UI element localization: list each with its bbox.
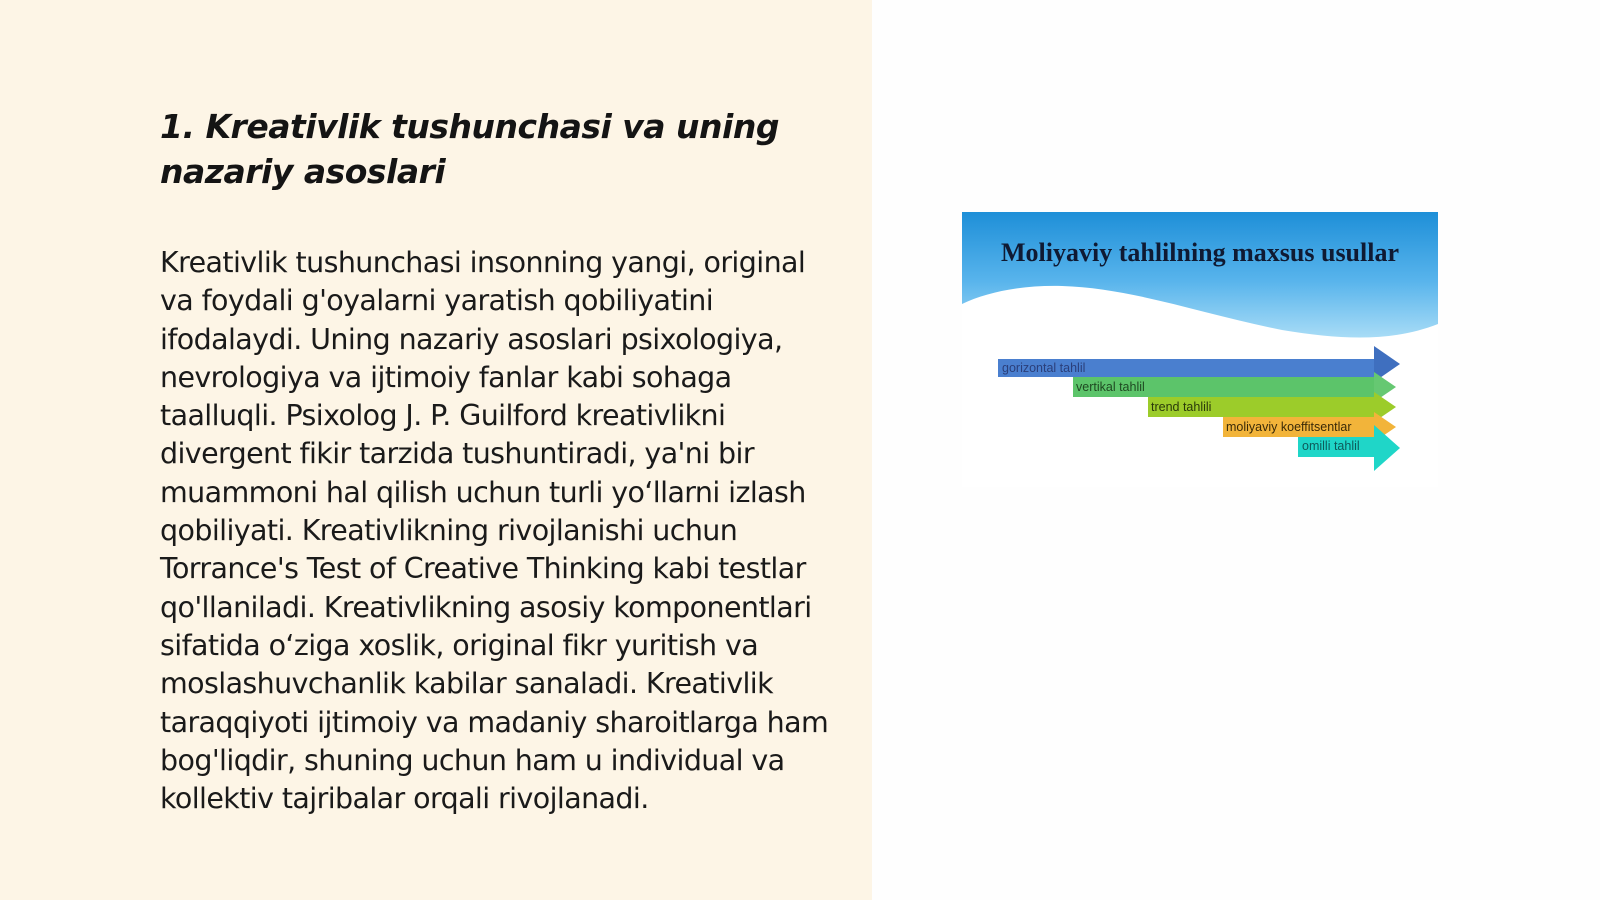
arrow-label-1: gorizontal tahlil — [1002, 361, 1086, 375]
arrow-label-2: vertikal tahlil — [1076, 380, 1145, 394]
arrow-label-5: omilli tahlil — [1302, 439, 1360, 453]
financial-analysis-diagram — [962, 212, 1438, 487]
arrowhead-5-icon — [1374, 425, 1400, 471]
diagram-title: Moliyaviy tahlilning maxsus usullar — [1000, 238, 1400, 267]
arrow-label-4: moliyaviy koeffitsentlar — [1226, 420, 1352, 434]
arrow-label-3: trend tahlili — [1151, 400, 1212, 414]
slide-body-text: Kreativlik tushunchasi insonning yangi, original va foydali g'oyalarni yaratish qobiliyatini ifodalaydi. Uning nazariy asoslari psixologiya, nevrologiya va ijtimoiy fanlar kabi sohaga taalluqli. Psixolog J. P. Guilford kreativlikni divergent fikir tarzida tushuntiradi, ya'ni bir muammoni hal qilish uchun turli yo‘llarni izlash qobiliyati. Kreativlikning rivojlanishi uchun Torrance's Test of Creative Thinking kabi testlar qo'llaniladi. Kreativlikning asosiy komponentlari sifatida o‘ziga xoslik, original fikr yuritish va moslashuvchanlik kabilar sanaladi. Kreativlik taraqqiyoti ijtimoiy va madaniy sharoitlarga ham bog'liqdir, shuning uchun ham u individual va kollektiv tajribalar orqali rivojlanadi. — [160, 246, 829, 816]
slide-title: 1. Kreativlik tushunchasi va uning nazariy asoslari — [160, 107, 779, 191]
